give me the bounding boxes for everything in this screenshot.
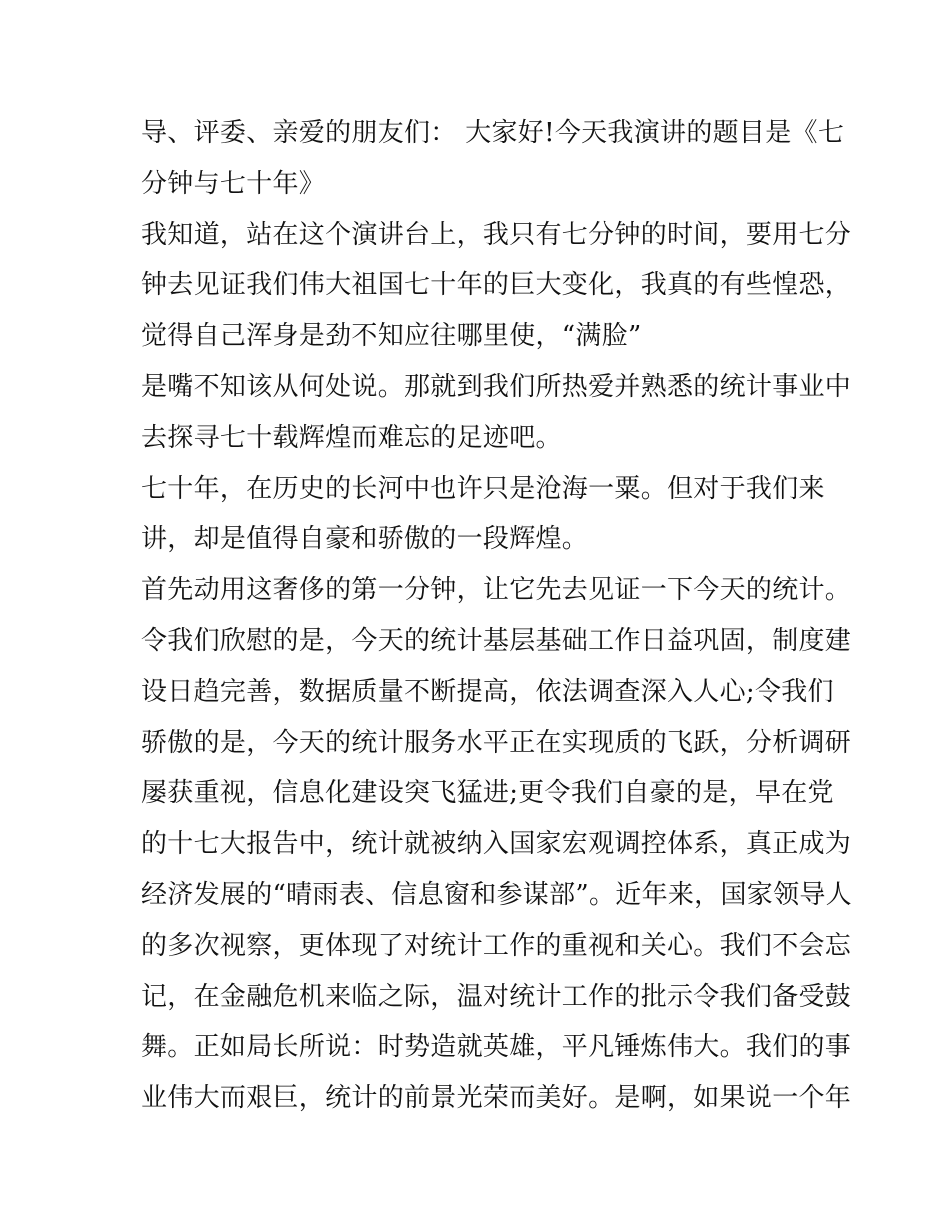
text-line: 去探寻七十载辉煌而难忘的足迹吧。 <box>141 422 562 453</box>
text-line: 舞。正如局长所说：时势造就英雄，平凡锤炼伟大。我们的事 <box>141 1032 852 1063</box>
text-line: 经济发展的“晴雨表、信息窗和参谋部”。近年来，国家领导人 <box>141 879 852 910</box>
text-line: 钟去见证我们伟大祖国七十年的巨大变化，我真的有些惶恐， <box>141 270 852 301</box>
text-line: 的十七大报告中，统计就被纳入国家宏观调控体系，真正成为 <box>141 829 852 860</box>
text-line: 骄傲的是，今天的统计服务水平正在实现质的飞跃，分析调研 <box>141 727 852 758</box>
text-line: 设日趋完善，数据质量不断提高，依法调查深入人心;令我们 <box>141 676 834 707</box>
text-line: 我知道，站在这个演讲台上，我只有七分钟的时间，要用七分 <box>141 219 852 250</box>
text-line: 屡获重视，信息化建设突飞猛进;更令我们自豪的是，早在党 <box>141 778 834 809</box>
text-line: 七十年，在历史的长河中也许只是沧海一粟。但对于我们来 <box>141 473 825 504</box>
text-line: 导、评委、亲爱的朋友们： 大家好!今天我演讲的题目是《七 <box>141 118 845 148</box>
text-line: 是嘴不知该从何处说。那就到我们所热爱并熟悉的统计事业中 <box>141 371 852 402</box>
text-line: 令我们欣慰的是，今天的统计基层基础工作日益巩固，制度建 <box>141 625 852 656</box>
text-line: 首先动用这奢侈的第一分钟，让它先去见证一下今天的统计。 <box>141 575 852 606</box>
text-line: 觉得自己浑身是劲不知应往哪里使，“满脸” <box>141 321 642 352</box>
text-line: 业伟大而艰巨，统计的前景光荣而美好。是啊，如果说一个年 <box>141 1083 852 1114</box>
text-line: 分钟与七十年》 <box>141 168 326 199</box>
text-line: 记，在金融危机来临之际，温对统计工作的批示令我们备受鼓 <box>141 981 852 1012</box>
text-line: 的多次视察，更体现了对统计工作的重视和关心。我们不会忘 <box>141 930 852 961</box>
text-line: 讲，却是值得自豪和骄傲的一段辉煌。 <box>141 524 589 555</box>
speech-text <box>141 108 852 1124</box>
